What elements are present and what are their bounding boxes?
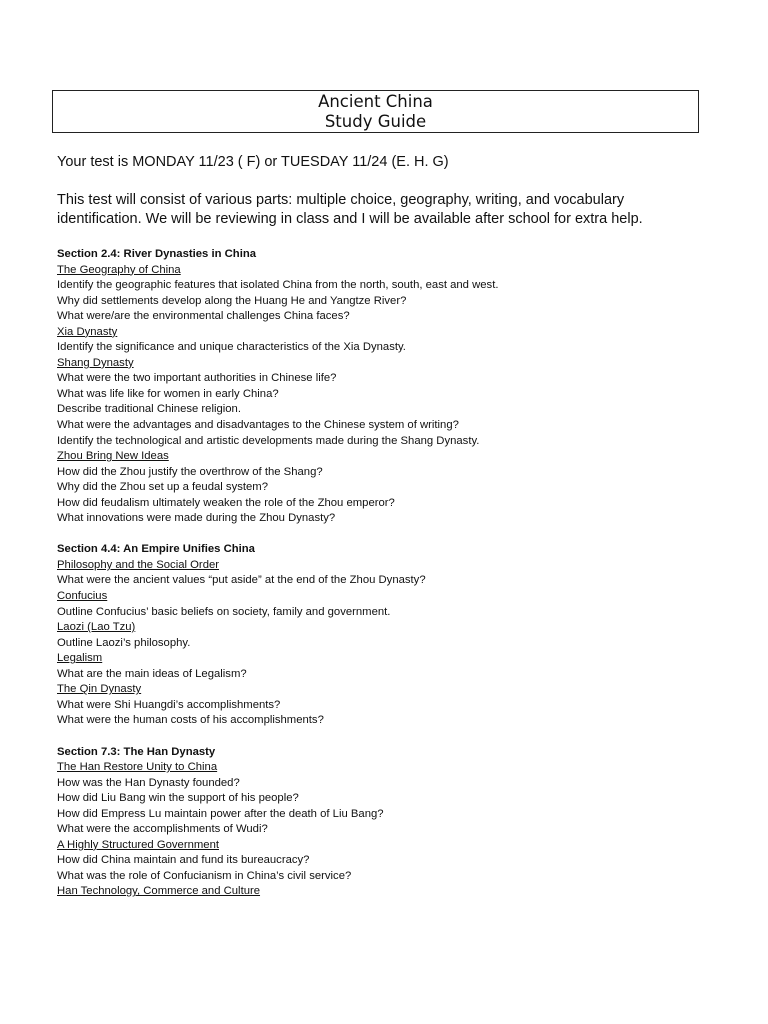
intro-line-2: identification. We will be reviewing in class and I will be available after school for extra help. — [57, 210, 643, 227]
question: What were the human costs of his accomplishments? — [57, 714, 324, 727]
test-date: Your test is MONDAY 11/23 ( F) or TUESDAY 11/24 (E. H. G) — [57, 154, 449, 170]
question: Why did the Zhou set up a feudal system? — [57, 481, 268, 494]
topic-heading: A Highly Structured Government — [57, 838, 219, 851]
topic-heading: The Geography of China — [57, 263, 181, 276]
question: How did feudalism ultimately weaken the role of the Zhou emperor? — [57, 496, 395, 509]
question: Describe traditional Chinese religion. — [57, 403, 241, 416]
question: How did Liu Bang win the support of his people? — [57, 792, 299, 805]
question: How was the Han Dynasty founded? — [57, 776, 240, 789]
spacer — [57, 729, 737, 745]
topic-heading: The Han Restore Unity to China — [57, 761, 218, 774]
topic-heading: Xia Dynasty — [57, 325, 118, 338]
spacer — [57, 527, 737, 543]
question: What were the ancient values “put aside” at the end of the Zhou Dynasty? — [57, 574, 426, 587]
title-box — [52, 90, 699, 133]
topic-heading: Legalism — [57, 652, 103, 665]
topic-heading: Philosophy and the Social Order — [57, 558, 220, 571]
question: What were/are the environmental challenges China faces? — [57, 310, 350, 323]
document-title: Ancient China — [318, 92, 433, 111]
topic-heading: Laozi (Lao Tzu) — [57, 621, 136, 634]
question: How did the Zhou justify the overthrow of the Shang? — [57, 465, 323, 478]
question: What was life like for women in early China? — [57, 387, 279, 400]
section-heading: Section 2.4: River Dynasties in China — [57, 248, 257, 260]
study-guide-list — [57, 247, 737, 900]
question: What were the two important authorities in Chinese life? — [57, 372, 337, 385]
topic-heading: Confucius — [57, 590, 108, 603]
question: What were Shi Huangdi’s accomplishments? — [57, 698, 281, 711]
document-subtitle: Study Guide — [324, 112, 427, 131]
question: What were the advantages and disadvantages to the Chinese system of writing? — [57, 419, 459, 432]
section-heading: Section 4.4: An Empire Unifies China — [57, 543, 255, 556]
question: What are the main ideas of Legalism? — [57, 667, 247, 680]
topic-heading: Shang Dynasty — [57, 356, 134, 369]
question: Identify the technological and artistic developments made during the Shang Dynasty. — [57, 434, 480, 447]
question: Outline Confucius’ basic beliefs on society, family and government. — [57, 605, 391, 618]
question: Why did settlements develop along the Huang He and Yangtze River? — [57, 294, 407, 307]
question: What were the accomplishments of Wudi? — [57, 823, 268, 836]
topic-heading: Han Technology, Commerce and Culture — [57, 885, 261, 898]
section-heading: Section 7.3: The Han Dynasty — [57, 745, 216, 758]
question: What was the role of Confucianism in China’s civil service? — [57, 869, 352, 882]
topic-heading: Zhou Bring New Ideas — [57, 450, 169, 463]
question: What innovations were made during the Zhou Dynasty? — [57, 512, 336, 525]
question: Identify the geographic features that isolated China from the north, south, east and west. — [57, 279, 499, 292]
question: Outline Laozi’s philosophy. — [57, 636, 191, 649]
intro-line-1: This test will consist of various parts: multiple choice, geography, writing, and vocabulary — [57, 192, 625, 208]
question: How did China maintain and fund its bureaucracy? — [57, 854, 310, 867]
topic-heading: The Qin Dynasty — [57, 683, 142, 696]
question: How did Empress Lu maintain power after the death of Liu Bang? — [57, 807, 384, 820]
question: Identify the significance and unique characteristics of the Xia Dynasty. — [57, 341, 406, 354]
